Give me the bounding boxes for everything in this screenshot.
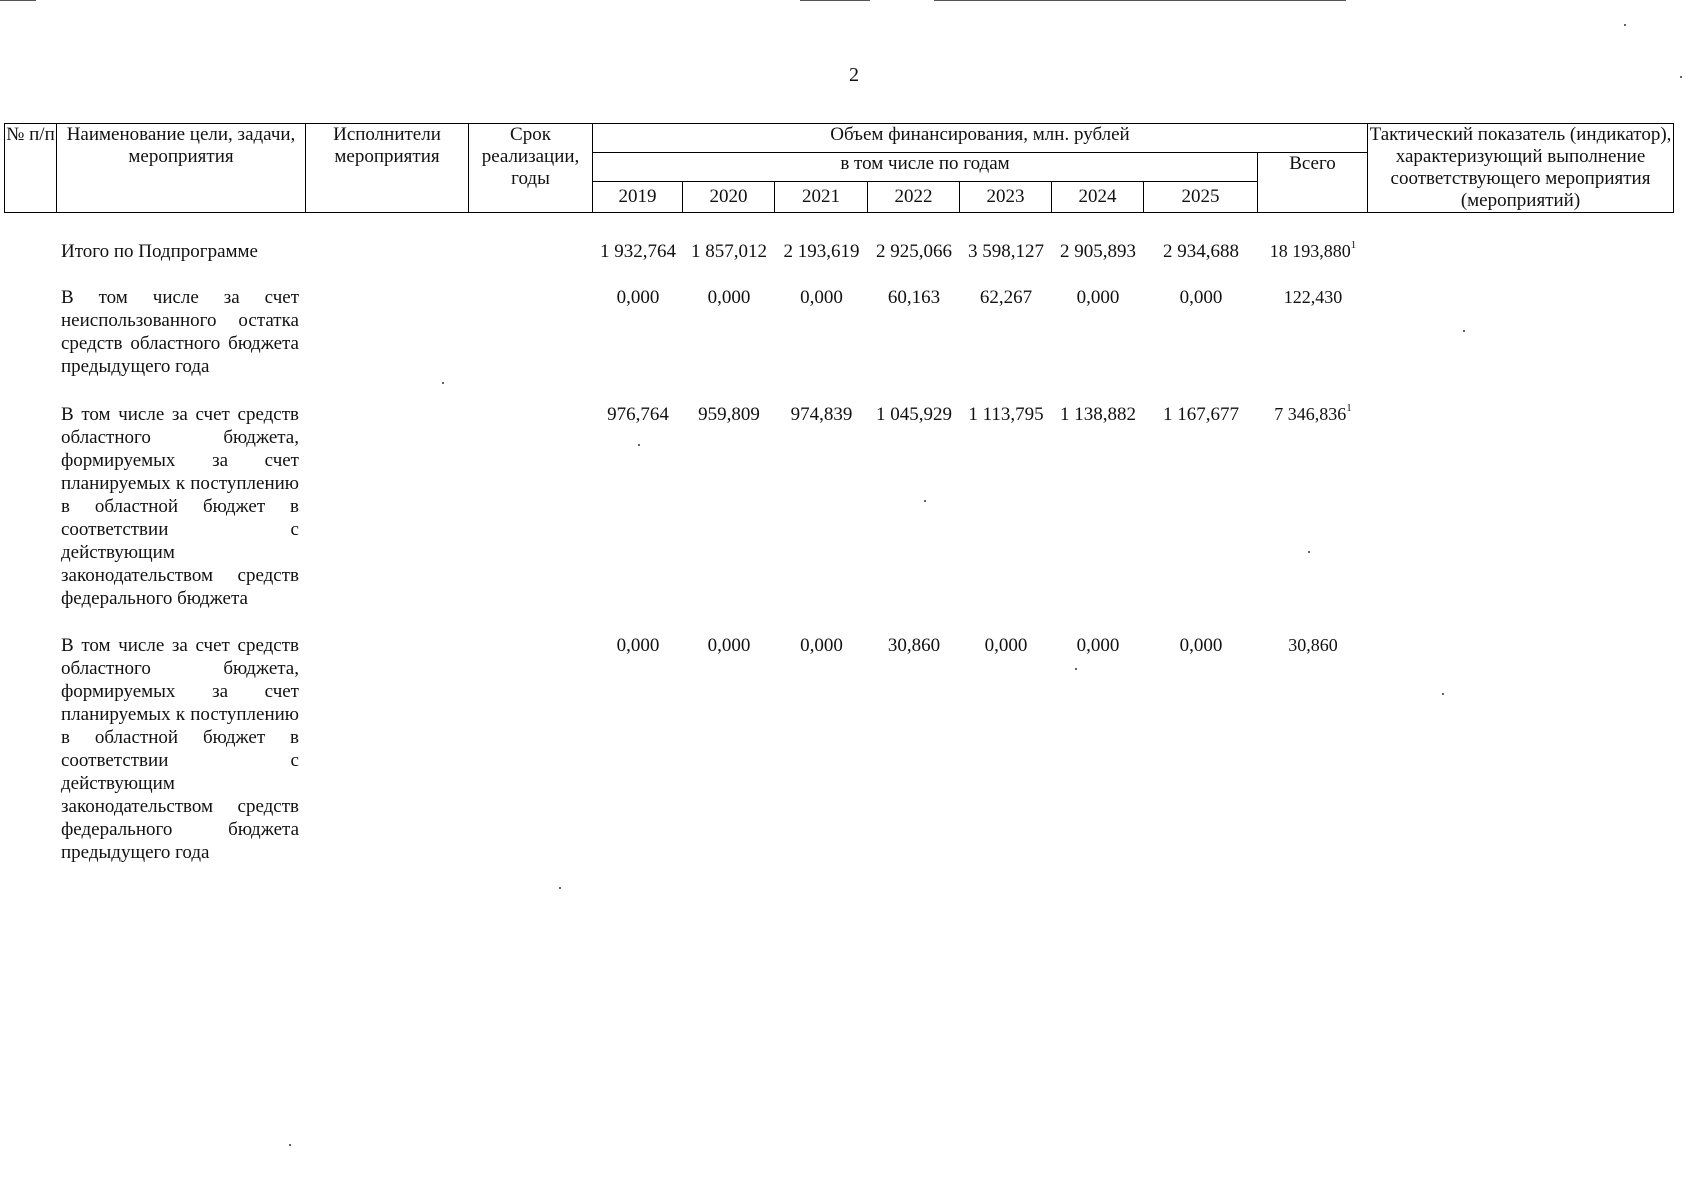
cell-value: 1 113,795 (968, 404, 1044, 425)
cell-value: 62,267 (979, 287, 1033, 308)
col-header-year: 2024 (1052, 182, 1144, 213)
cell-value: 976,764 (607, 404, 669, 425)
scan-speck (1624, 24, 1626, 26)
scan-edge-line (0, 0, 36, 1)
col-header-executors: Исполнители мероприятия (306, 124, 469, 213)
cell-value: 3 598,127 (968, 241, 1044, 262)
col-header-year: 2025 (1144, 182, 1258, 213)
cell-value: 0,000 (616, 287, 660, 308)
financing-header-table (4, 123, 1674, 213)
row-label: В том числе за счет средств областного бюджета, формируемых за счет планируемых к поступлению в областной бюджет в соответствии с действующим законодательством средств федерального бюджета (61, 404, 299, 609)
scan-speck (559, 887, 561, 889)
cell-value: 959,809 (698, 404, 760, 425)
col-header-name: Наименование цели, задачи, мероприятия (57, 124, 306, 213)
cell-total (1258, 403, 1368, 426)
cell-value: 1 045,929 (876, 404, 952, 425)
cell-total (1258, 286, 1368, 309)
cell-value: 30,860 (887, 635, 941, 656)
row-label: Итого по Подпрограмме (61, 241, 258, 262)
total-value: 122,430 (1283, 287, 1343, 307)
cell-value: 1 857,012 (691, 241, 767, 262)
scan-speck (1442, 693, 1444, 695)
col-header-year: 2019 (593, 182, 683, 213)
cell-value: 0,000 (707, 635, 751, 656)
cell-total (1258, 240, 1368, 263)
cell-value: 0,000 (1179, 635, 1223, 656)
col-header-year: 2023 (960, 182, 1052, 213)
scan-speck (289, 1144, 291, 1146)
cell-total (1258, 634, 1368, 657)
scan-edge-line (934, 0, 1346, 1)
col-header-year: 2022 (868, 182, 960, 213)
scan-edge-line (800, 0, 870, 1)
scan-speck (1308, 551, 1310, 553)
cell-value: 0,000 (1076, 287, 1120, 308)
scan-speck (924, 500, 926, 502)
cell-value: 1 167,677 (1163, 404, 1239, 425)
row-label: В том числе за счет средств областного бюджета, формируемых за счет планируемых к поступлению в областной бюджет в соответствии с действующим законодательством средств федерального бюджета предыдущего года (61, 635, 299, 863)
scan-speck (1463, 330, 1465, 332)
cell-value: 2 905,893 (1060, 241, 1136, 262)
cell-value: 0,000 (1179, 287, 1223, 308)
total-value: 7 346,836 (1274, 404, 1347, 424)
cell-value: 1 138,882 (1060, 404, 1136, 425)
cell-value: 2 193,619 (783, 241, 860, 262)
row-label: В том числе за счет неиспользованного остатка средств областного бюджета предыдущего года (61, 287, 299, 377)
cell-value: 0,000 (800, 635, 843, 656)
scan-speck (638, 444, 640, 446)
cell-value: 0,000 (800, 287, 843, 308)
footnote-mark: 1 (1350, 239, 1357, 251)
total-value: 30,860 (1288, 635, 1338, 655)
page-number: 2 (849, 64, 859, 86)
scan-speck (1680, 76, 1682, 78)
scan-speck (442, 382, 444, 384)
cell-value: 2 925,066 (876, 241, 952, 262)
total-value: 18 193,880 (1269, 241, 1351, 261)
footnote-mark: 1 (1346, 402, 1352, 414)
col-header-number: № п/п (5, 124, 57, 213)
col-header-financing: Объем финансирования, млн. рублей (593, 124, 1368, 153)
cell-value: 0,000 (1076, 635, 1120, 656)
col-header-total: Всего (1258, 153, 1368, 213)
col-header-year: 2020 (683, 182, 775, 213)
col-header-by-years: в том числе по годам (593, 153, 1258, 182)
cell-value: 0,000 (707, 287, 751, 308)
cell-value: 2 934,688 (1163, 241, 1239, 262)
cell-value: 0,000 (984, 635, 1028, 656)
col-header-year: 2021 (775, 182, 868, 213)
cell-value: 974,839 (790, 404, 853, 425)
cell-value: 0,000 (616, 635, 660, 656)
cell-value: 1 932,764 (600, 241, 676, 262)
scan-speck (1075, 668, 1077, 670)
col-header-indicator: Тактический показатель (индикатор), характеризующий выполнение соответствующего мероприятия (мероприятий) (1368, 124, 1674, 213)
cell-value: 60,163 (887, 287, 941, 308)
col-header-term: Срок реализации, годы (469, 124, 593, 213)
